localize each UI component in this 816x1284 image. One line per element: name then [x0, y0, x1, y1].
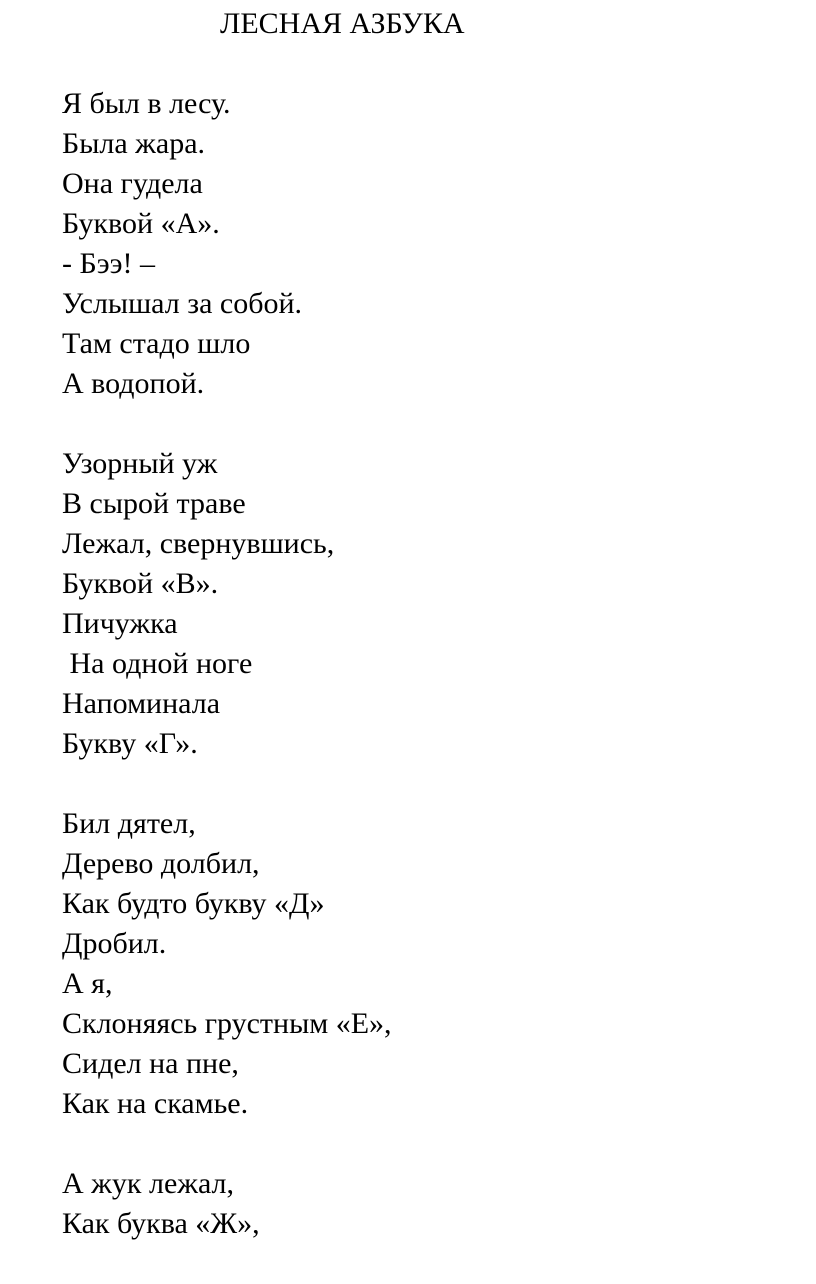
poem-line: Услышал за собой.	[62, 287, 303, 320]
stanza-4	[62, 1164, 392, 1244]
poem-line: Была жара.	[62, 127, 206, 160]
poem-line: - Бээ! –	[62, 247, 155, 280]
poem-line: А я,	[62, 967, 113, 1000]
poem-line: Как будто букву «Д»	[62, 887, 325, 920]
poem-line: Лежал, свернувшись,	[62, 527, 335, 560]
poem-line: Склоняясь грустным «Е»,	[62, 1007, 392, 1040]
poem-line: Она гудела	[62, 167, 203, 200]
stanza-2	[62, 444, 392, 764]
poem-body	[62, 84, 392, 1284]
poem-line: Букву «Г».	[62, 727, 198, 760]
stanza-1	[62, 84, 392, 404]
poem-line: Там стадо шло	[62, 327, 251, 360]
poem-line: Бил дятел,	[62, 807, 196, 840]
poem-line: Пичужка	[62, 607, 178, 640]
poem-line: Напоминала	[62, 687, 221, 720]
poem-line: Как на скамье.	[62, 1087, 249, 1120]
poem-line: Узорный уж	[62, 447, 218, 480]
poem-line: В сырой траве	[62, 487, 246, 520]
poem-line: А жук лежал,	[62, 1167, 235, 1200]
poem-line: Буквой «А».	[62, 207, 220, 240]
poem-line: На одной ноге	[62, 647, 253, 680]
poem-line: Сидел на пне,	[62, 1047, 239, 1080]
poem-line: Дерево долбил,	[62, 847, 260, 880]
poem-line: Буквой «В».	[62, 567, 219, 600]
stanza-3	[62, 804, 392, 1124]
poem-line: Я был в лесу.	[62, 87, 231, 120]
poem-line: А водопой.	[62, 367, 205, 400]
poem-line: Как буква «Ж»,	[62, 1207, 260, 1240]
poem-line: Дробил.	[62, 927, 167, 960]
poem-title: ЛЕСНАЯ АЗБУКА	[220, 7, 465, 40]
